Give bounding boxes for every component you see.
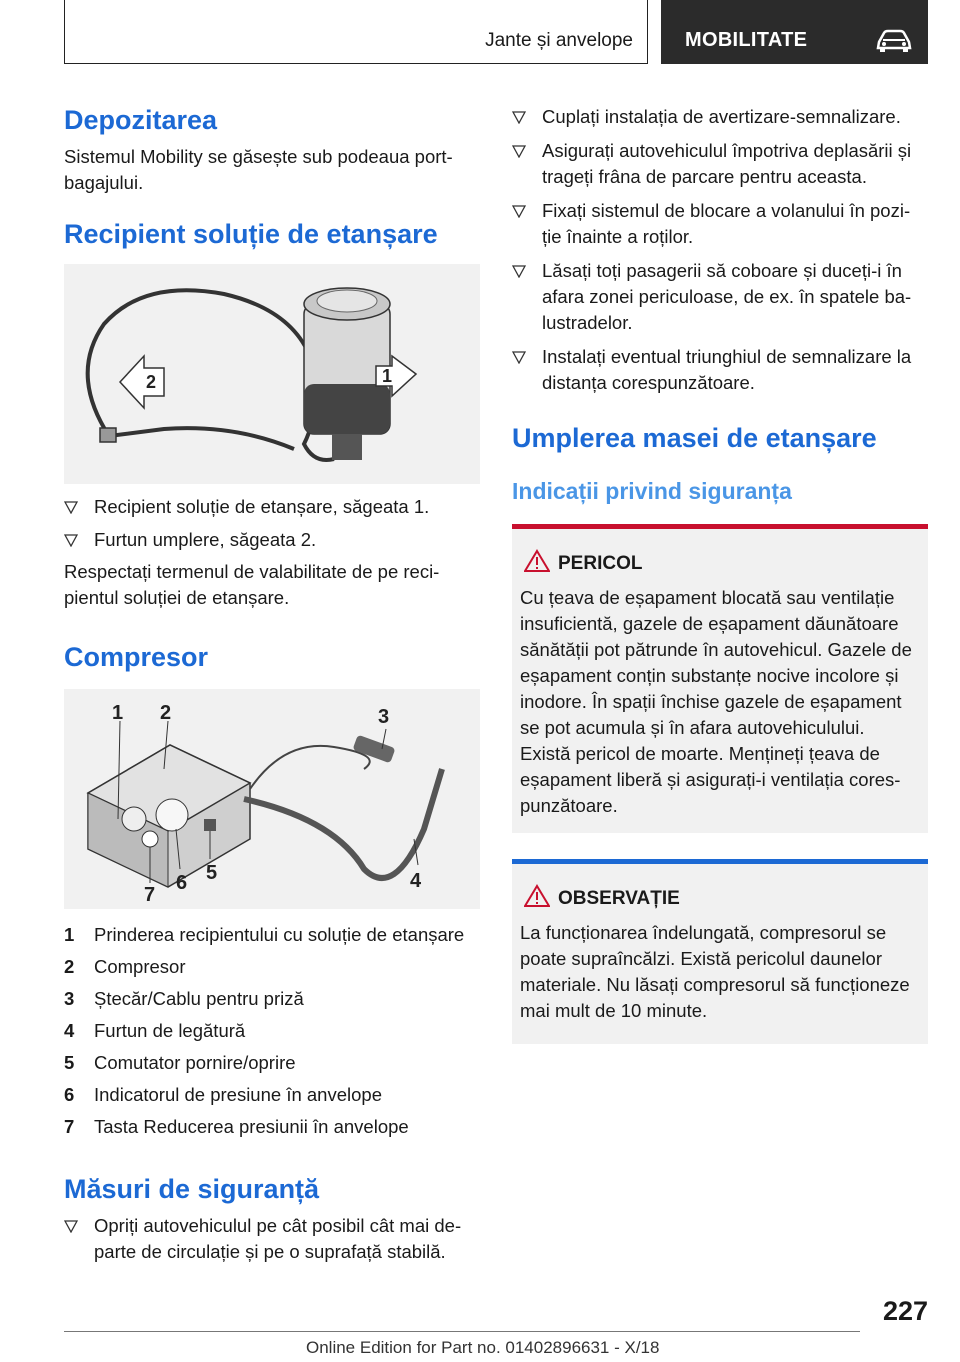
list-item: Cuplați instalația de avertizare-semnalizare. bbox=[512, 104, 928, 130]
heading-compresor: Compresor bbox=[64, 642, 209, 672]
danger-notice bbox=[512, 524, 928, 833]
list-item: 7 Tasta Reducerea presiunii în anvelope bbox=[64, 1116, 409, 1137]
triangle-bullet-icon bbox=[512, 144, 526, 158]
safety-bullets bbox=[512, 104, 928, 396]
paragraph-respectati: Respectați termenul de valabilitate de pe reci-pientul soluției de etanșare. bbox=[64, 561, 440, 608]
figure-label: 7 bbox=[144, 884, 156, 906]
list-item: 5 Comutator pornire/oprire bbox=[64, 1052, 296, 1073]
sealant-container-illustration bbox=[64, 264, 480, 484]
heading-indicatii: Indicații privind siguranța bbox=[512, 478, 792, 504]
list-item: 1 Prinderea recipientului cu soluție de etanșare bbox=[64, 924, 465, 945]
figure-label: 4 bbox=[410, 870, 422, 892]
chapter-tab bbox=[661, 0, 928, 64]
left-column bbox=[64, 96, 480, 1265]
page-number: 227 bbox=[882, 1296, 928, 1326]
figure-label: 3 bbox=[378, 706, 390, 728]
page-header bbox=[64, 0, 928, 64]
list-item: 6 Indicatorul de presiune în anvelope bbox=[64, 1084, 382, 1105]
warning-icon bbox=[524, 549, 550, 573]
warning-icon bbox=[524, 884, 550, 908]
triangle-bullet-icon bbox=[64, 500, 78, 514]
figure-label: 1 bbox=[382, 366, 393, 386]
caution-text: La funcționarea îndelungată, compresorul se poate supraîncălzi. Există pericolul daunelor materiale. Nu lăsați compresorul să funcționeze mai mult de 10 minute. bbox=[520, 922, 910, 1021]
chapter-title: MOBILITATE bbox=[685, 29, 808, 51]
list-item: 2 Compresor bbox=[64, 956, 186, 977]
paragraph-depozitarea: Sistemul Mobility se găsește sub podeaua port-bagajului. bbox=[64, 146, 453, 193]
edition-text: Online Edition for Part no. 01402896631 - X/18 bbox=[306, 1338, 660, 1357]
sealant-container-figure bbox=[64, 264, 480, 484]
section-title: Jante și anvelope bbox=[485, 30, 633, 51]
heading-recipient: Recipient soluție de etanșare bbox=[64, 219, 438, 249]
danger-text: Cu țeava de eșapament blocată sau ventilație insuficientă, gazele de eșapament dăunătoare sănătății pot pătrunde în autovehicul. Gazele de eșapament conțin substanțe nocive incolore și inodore. În spații închise gazele de eșapament se pot acumula și în afara autovehiculului. Există pericol de moarte. Mențineți țeava de eșapament liberă și asigurați-i ventilația cores-punzătoare. bbox=[520, 587, 912, 816]
heading-depozitarea: Depozitarea bbox=[64, 105, 218, 135]
heading-umplerea: Umplerea masei de etanșare bbox=[512, 423, 877, 453]
compresor-list bbox=[64, 919, 480, 1143]
right-column bbox=[512, 104, 928, 1044]
triangle-bullet-icon bbox=[512, 204, 526, 218]
list-item: Opriți autovehiculul pe cât posibil cât mai de-parte de circulație și pe o suprafață stabilă. bbox=[64, 1213, 480, 1265]
list-item: 3 Ștecăr/Cablu pentru priză bbox=[64, 988, 304, 1009]
triangle-bullet-icon bbox=[64, 1219, 78, 1233]
list-item: Fixați sistemul de blocare a volanului în pozi-ție înainte a roților. bbox=[512, 198, 928, 250]
compressor-illustration bbox=[64, 689, 480, 909]
danger-title: PERICOL bbox=[558, 551, 920, 577]
caution-title: OBSERVAȚIE bbox=[558, 886, 920, 912]
figure-label: 2 bbox=[146, 372, 157, 392]
heading-masuri: Măsuri de siguranță bbox=[64, 1174, 320, 1204]
compressor-figure bbox=[64, 689, 480, 909]
figure-label: 6 bbox=[176, 872, 188, 894]
triangle-bullet-icon bbox=[512, 350, 526, 364]
list-item: Lăsați toți pasagerii să coboare și duceți-i în afara zonei periculoase, de ex. în spatele ba-lustradelor. bbox=[512, 258, 928, 336]
list-item: 4 Furtun de legătură bbox=[64, 1020, 246, 1041]
list-item: Recipient soluție de etanșare, săgeata 1. bbox=[64, 494, 480, 520]
masuri-bullets bbox=[64, 1213, 480, 1265]
list-item: Asigurați autovehiculul împotriva deplasării și trageți frâna de parcare pentru aceasta. bbox=[512, 138, 928, 190]
footer-divider bbox=[64, 1331, 860, 1332]
list-item: Instalați eventual triunghiul de semnalizare la distanța corespunzătoare. bbox=[512, 344, 928, 396]
triangle-bullet-icon bbox=[64, 533, 78, 547]
section-tab bbox=[64, 0, 648, 64]
figure-label: 2 bbox=[160, 702, 172, 724]
figure-label: 5 bbox=[206, 862, 218, 884]
recipient-bullets bbox=[64, 494, 480, 553]
triangle-bullet-icon bbox=[512, 264, 526, 278]
triangle-bullet-icon bbox=[512, 110, 526, 124]
caution-notice bbox=[512, 859, 928, 1044]
car-icon bbox=[875, 28, 913, 54]
figure-label: 1 bbox=[112, 702, 124, 724]
list-item: Furtun umplere, săgeata 2. bbox=[64, 527, 480, 553]
